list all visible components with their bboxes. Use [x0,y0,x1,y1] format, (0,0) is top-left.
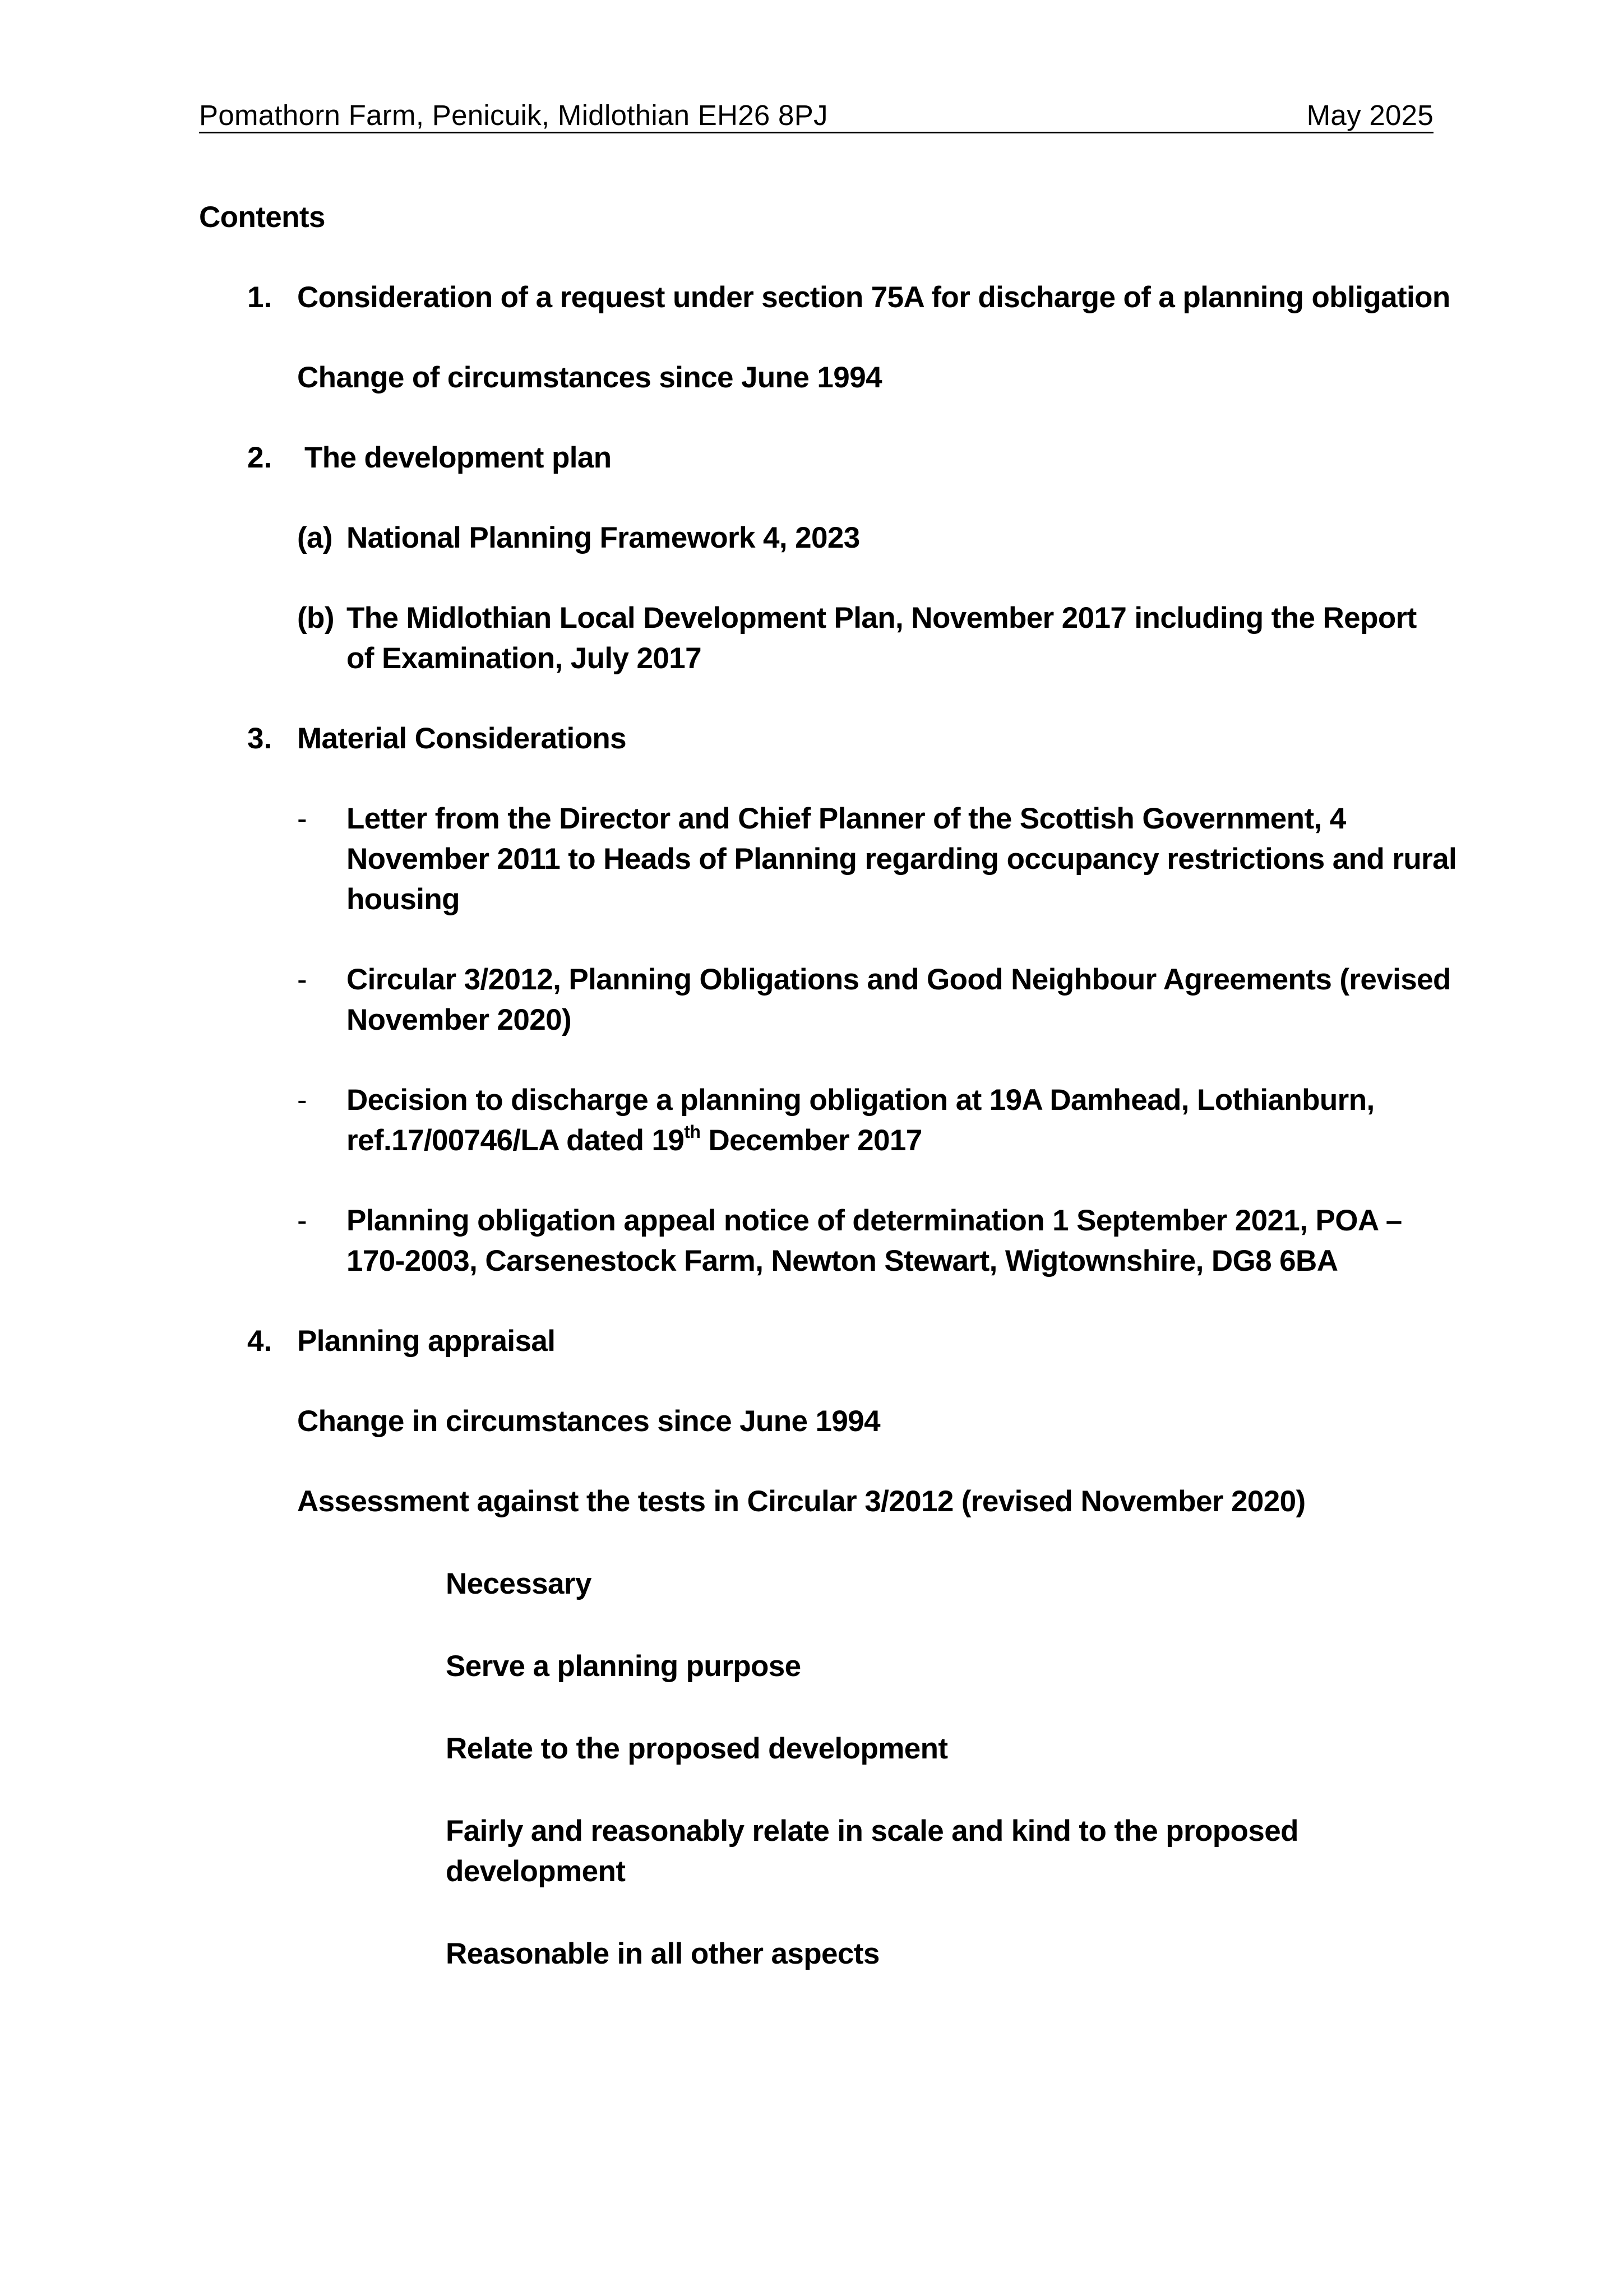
material-item-4-line-2: 170-2003, Carsenestock Farm, Newton Stewart, Wigtownshire, DG8 6BA [346,1244,1338,1277]
test-necessary: Necessary [446,1567,591,1600]
material-item-1-line-1: Letter from the Director and Chief Planner of the Scottish Government, 4 [346,802,1346,835]
section-3-title: Material Considerations [297,722,627,755]
list-bullet-dash: - [297,1204,307,1237]
section-2b-text-line-2: of Examination, July 2017 [346,642,702,675]
section-4-subheading-1: Change in circumstances since June 1994 [297,1405,881,1438]
test-reasonable-other-aspects: Reasonable in all other aspects [446,1937,880,1970]
material-item-2-line-1: Circular 3/2012, Planning Obligations and Good Neighbour Agreements (revised [346,963,1451,996]
section-4-subheading-2: Assessment against the tests in Circular 3/2012 (revised November 2020) [297,1485,1306,1518]
test-fairly-reasonably-line-2: development [446,1855,626,1888]
material-item-3-ref: ref.17/00746/LA dated 19 [346,1124,685,1157]
section-2a-text: National Planning Framework 4, 2023 [346,521,860,554]
section-3-number: 3. [247,722,272,755]
section-2-title: The development plan [304,441,612,474]
list-bullet-dash: - [297,1084,307,1117]
test-planning-purpose: Serve a planning purpose [446,1650,801,1683]
section-2b-marker: (b) [297,601,334,635]
header-date: May 2025 [1306,99,1434,131]
list-bullet-dash: - [297,802,307,835]
header-address: Pomathorn Farm, Penicuik, Midlothian EH26 8PJ [199,99,828,131]
test-relate-to-development: Relate to the proposed development [446,1732,948,1765]
material-item-3-line-1: Decision to discharge a planning obligation at 19A Damhead, Lothianburn, [346,1084,1375,1117]
material-item-2-line-2: November 2020) [346,1003,572,1036]
section-2b-text-line-1: The Midlothian Local Development Plan, November 2017 including the Report [346,601,1417,635]
section-1-number: 1. [247,281,272,314]
section-4-number: 4. [247,1325,272,1358]
section-4-title: Planning appraisal [297,1325,556,1358]
section-2-number: 2. [247,441,272,474]
header-divider [199,132,1434,133]
test-fairly-reasonably-line-1: Fairly and reasonably relate in scale and kind to the proposed [446,1814,1298,1848]
material-item-1-line-2: November 2011 to Heads of Planning regarding occupancy restrictions and rural [346,843,1457,876]
list-bullet-dash: - [297,963,307,996]
material-item-3-line-2 [346,1123,922,1158]
material-item-3-date: December 2017 [700,1124,922,1157]
material-item-4-line-1: Planning obligation appeal notice of determination 1 September 2021, POA – [346,1204,1402,1237]
section-2a-marker: (a) [297,521,332,554]
contents-heading: Contents [199,201,325,234]
section-1-title: Consideration of a request under section 75A for discharge of a planning obligation [297,281,1450,314]
ordinal-suffix: th [684,1122,701,1142]
section-1-subheading: Change of circumstances since June 1994 [297,361,882,394]
material-item-1-line-3: housing [346,883,460,916]
